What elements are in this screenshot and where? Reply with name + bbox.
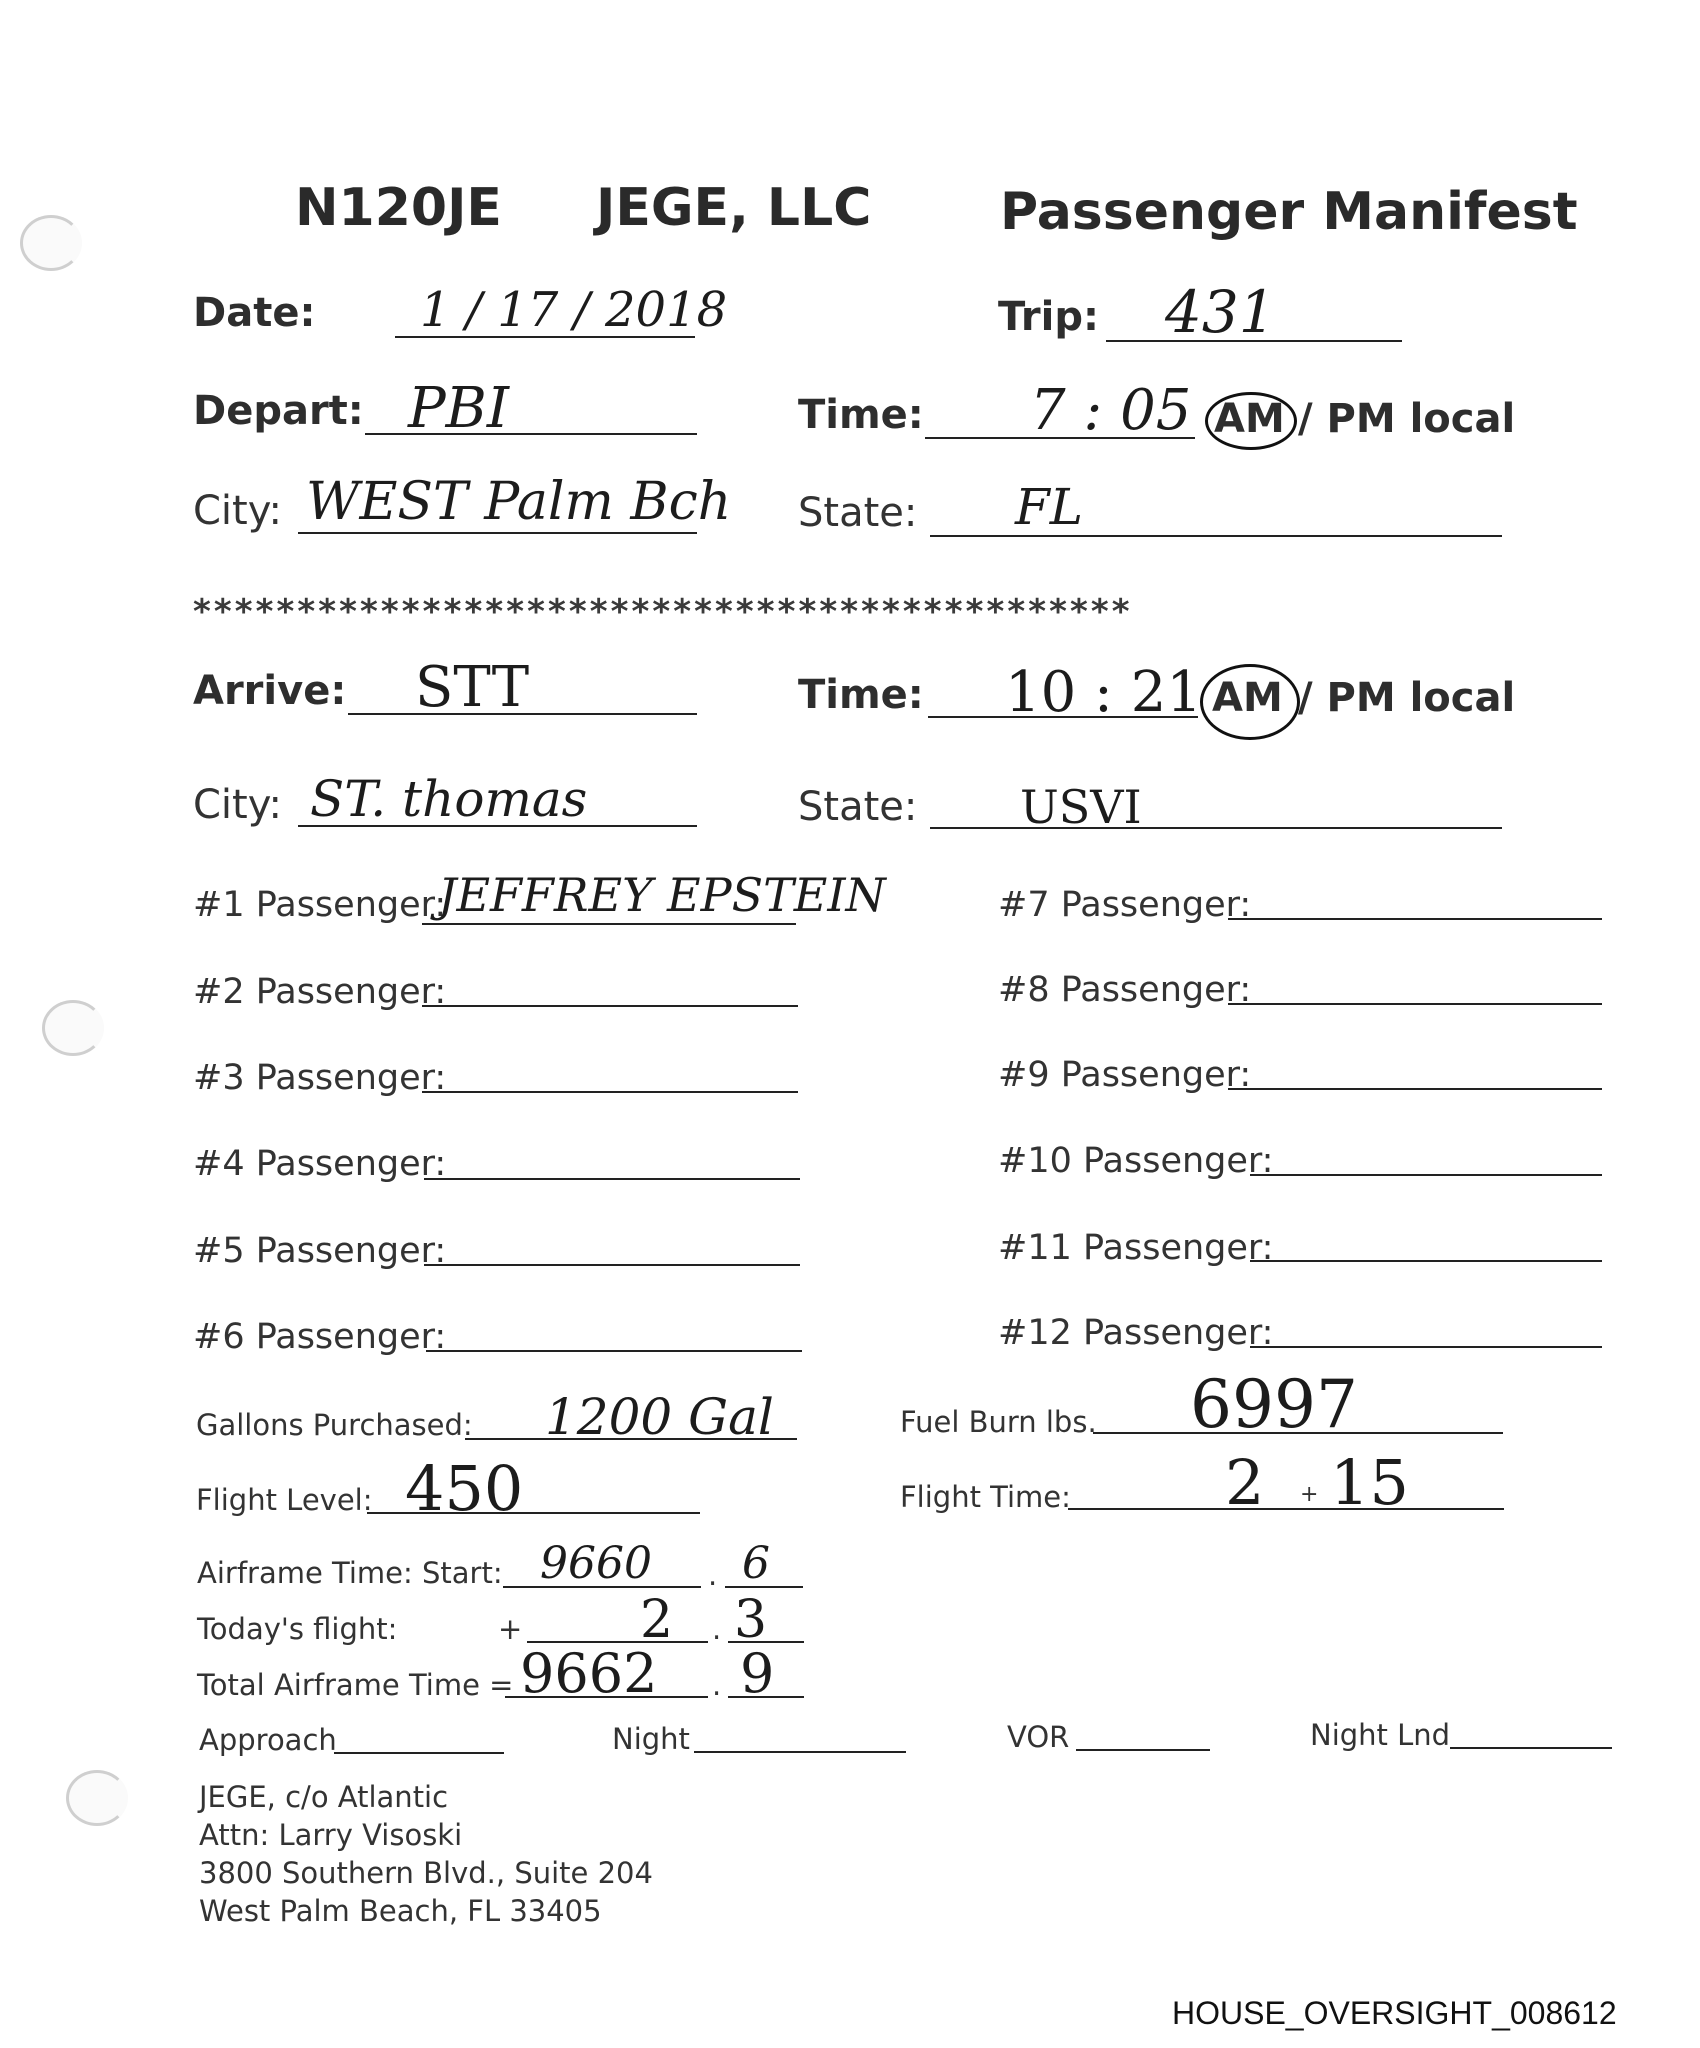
passenger-12-label: #12 Passenger:: [998, 1313, 1274, 1353]
fuel-burn-value: 6997: [1190, 1366, 1358, 1443]
binder-hole-bottom: [66, 1770, 128, 1826]
gallons-purchased-value: 1200 Gal: [545, 1388, 774, 1446]
depart-state-value: FL: [1015, 478, 1083, 536]
binder-hole-middle: [42, 1000, 104, 1056]
passenger-7-line: [1228, 918, 1602, 920]
depart-state-label: State:: [798, 490, 918, 536]
passenger-11-label: #11 Passenger:: [998, 1228, 1274, 1268]
document-title: Passenger Manifest: [1000, 182, 1578, 242]
arrive-state-label: State:: [798, 784, 918, 830]
flight-level-label: Flight Level:: [196, 1483, 373, 1517]
flight-time-line: [1068, 1508, 1504, 1510]
arrive-city-label: City:: [193, 782, 282, 828]
arrive-state-value: USVI: [1020, 780, 1142, 834]
airframe-start-whole: 9660: [540, 1538, 652, 1589]
depart-am-label: AM: [1214, 396, 1285, 442]
vor-label: VOR: [1007, 1720, 1070, 1754]
arrive-pm-local: / PM local: [1298, 675, 1516, 721]
passenger-4-line: [424, 1178, 800, 1180]
fuel-burn-label: Fuel Burn lbs.: [900, 1405, 1097, 1439]
arrive-time-value: 10 : 21: [1005, 660, 1202, 725]
passenger-1-label: #1 Passenger:: [193, 885, 447, 925]
arrive-am-label: AM: [1212, 675, 1283, 721]
night-line: [694, 1751, 906, 1753]
address-line-3: 3800 Southern Blvd., Suite 204: [199, 1856, 653, 1890]
passenger-1-value: JEFFREY EPSTEIN: [438, 868, 886, 922]
night-label: Night: [612, 1722, 690, 1756]
approach-line: [334, 1752, 504, 1754]
company-name: JEGE, LLC: [596, 178, 872, 238]
total-airframe-whole: 9662: [520, 1642, 658, 1705]
airframe-start-decimal: 6: [742, 1538, 770, 1589]
address-line-2: Attn: Larry Visoski: [199, 1818, 463, 1852]
arrive-value: STT: [415, 655, 530, 720]
depart-city-label: City:: [193, 488, 282, 534]
passenger-3-label: #3 Passenger:: [193, 1058, 447, 1098]
flight-time-minutes: 15: [1330, 1446, 1409, 1519]
total-airframe-decimal: 9: [740, 1642, 775, 1705]
todays-flight-decimal: 3: [734, 1590, 768, 1650]
passenger-4-label: #4 Passenger:: [193, 1144, 447, 1184]
passenger-12-line: [1250, 1346, 1602, 1348]
night-lnd-line: [1450, 1747, 1612, 1749]
depart-city-line: [298, 532, 697, 534]
arrive-city-value: ST. thomas: [310, 770, 588, 828]
passenger-1-line: [422, 923, 796, 925]
address-line-4: West Palm Beach, FL 33405: [199, 1894, 602, 1928]
address-line-1: JEGE, c/o Atlantic: [199, 1780, 449, 1814]
passenger-2-label: #2 Passenger:: [193, 972, 447, 1012]
vor-line: [1076, 1749, 1210, 1751]
bates-number: HOUSE_OVERSIGHT_008612: [1172, 1995, 1617, 2031]
passenger-8-line: [1228, 1003, 1602, 1005]
binder-hole-top: [20, 215, 82, 271]
passenger-8-label: #8 Passenger:: [998, 970, 1252, 1010]
depart-city-value: WEST Palm Bch: [306, 472, 732, 532]
section-separator: *********************************************: [193, 592, 1133, 632]
depart-time-value: 7 : 05: [1030, 378, 1192, 443]
arrive-label: Arrive:: [193, 668, 347, 714]
flight-time-hours: 2: [1225, 1446, 1265, 1519]
passenger-7-label: #7 Passenger:: [998, 885, 1252, 925]
date-value: 1 / 17 / 2018: [420, 282, 728, 338]
passenger-11-line: [1250, 1260, 1602, 1262]
passenger-5-line: [424, 1264, 800, 1266]
todays-flight-plus: +: [498, 1612, 523, 1646]
tail-number: N120JE: [295, 178, 502, 238]
mailing-address: [199, 1778, 653, 1930]
passenger-9-line: [1228, 1088, 1602, 1090]
total-airframe-dot: .: [712, 1668, 722, 1702]
depart-label: Depart:: [193, 388, 364, 434]
trip-value: 431: [1165, 278, 1276, 346]
gallons-purchased-label: Gallons Purchased:: [196, 1408, 473, 1442]
approach-label: Approach: [199, 1723, 337, 1757]
todays-flight-whole: 2: [640, 1590, 674, 1650]
passenger-3-line: [422, 1091, 798, 1093]
airframe-start-label: Airframe Time: Start:: [197, 1556, 503, 1590]
total-airframe-label: Total Airframe Time =: [197, 1668, 514, 1702]
passenger-6-label: #6 Passenger:: [193, 1317, 447, 1357]
airframe-start-dot: .: [708, 1558, 718, 1592]
depart-time-label: Time:: [798, 392, 924, 438]
flight-time-label: Flight Time:: [900, 1480, 1071, 1514]
passenger-10-label: #10 Passenger:: [998, 1141, 1274, 1181]
passenger-10-line: [1250, 1174, 1602, 1176]
trip-label: Trip:: [998, 294, 1099, 340]
passenger-9-label: #9 Passenger:: [998, 1055, 1252, 1095]
depart-pm-local: / PM local: [1298, 396, 1516, 442]
passenger-5-label: #5 Passenger:: [193, 1231, 447, 1271]
todays-flight-dot: .: [712, 1612, 722, 1646]
night-lnd-label: Night Lnd: [1310, 1718, 1451, 1752]
passenger-6-line: [426, 1350, 802, 1352]
flight-time-separator: +: [1300, 1482, 1319, 1507]
todays-flight-label: Today's flight:: [197, 1612, 398, 1646]
arrive-time-label: Time:: [798, 672, 924, 718]
flight-level-value: 450: [405, 1452, 524, 1525]
depart-value: PBI: [408, 376, 509, 441]
date-label: Date:: [193, 290, 316, 336]
arrive-state-line: [930, 827, 1502, 829]
passenger-2-line: [422, 1005, 798, 1007]
